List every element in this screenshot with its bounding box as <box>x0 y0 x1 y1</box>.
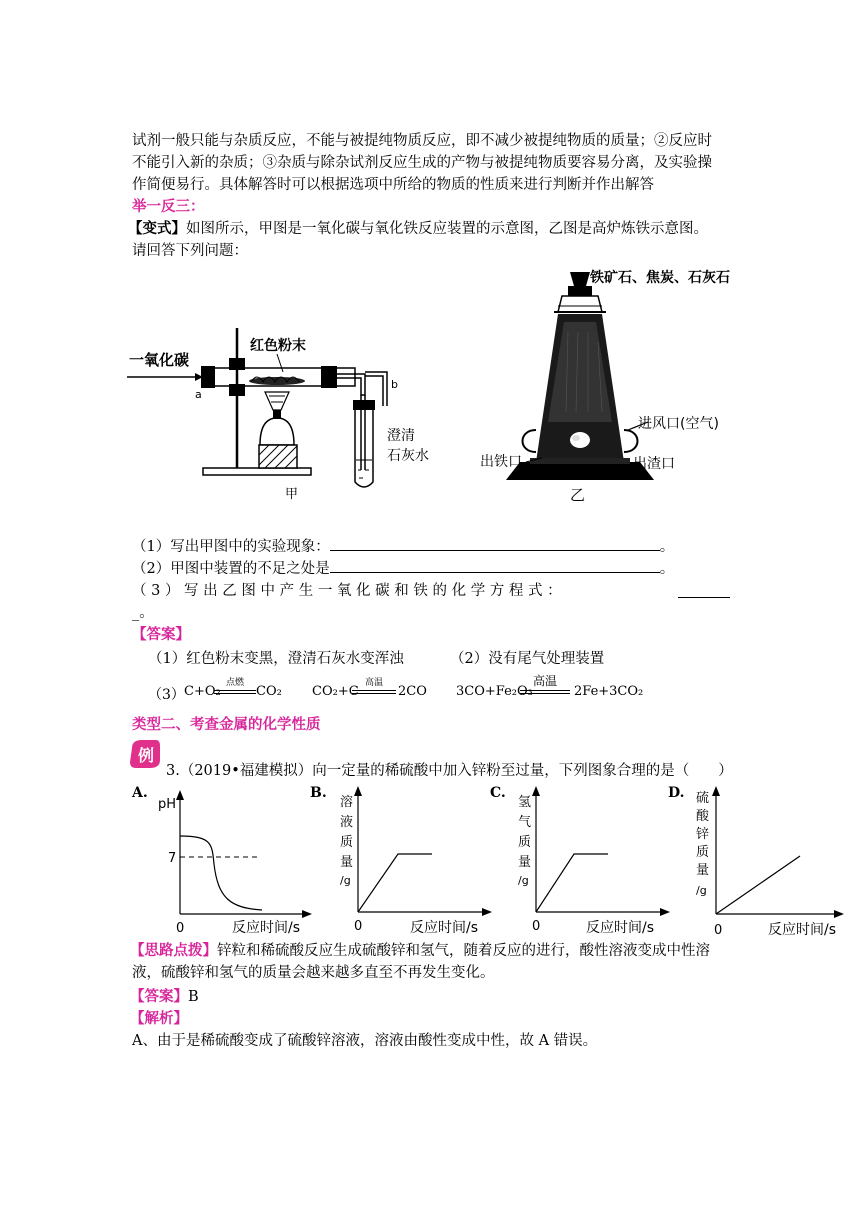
figure-jia-apparatus <box>125 300 465 510</box>
graph-b-ylabel-2: 质 <box>340 835 354 850</box>
graph-c[interactable] <box>514 784 684 938</box>
hint-tag: 【思路点拨】 <box>130 943 217 959</box>
question-2 <box>132 558 752 580</box>
graph-c-origin: 0 <box>532 919 541 934</box>
label-co: 一氧化碳 <box>129 351 190 369</box>
label-slag-outlet: 出渣口 <box>633 456 675 472</box>
question-3-end: _。 <box>132 605 154 621</box>
graph-a-xlabel: 反应时间/s <box>232 920 301 936</box>
graph-a-tick-7: 7 <box>168 851 177 866</box>
graph-b[interactable] <box>336 784 506 938</box>
example-badge-text: 例 <box>138 746 155 765</box>
answer-3-prefix: （3） <box>148 687 185 703</box>
variant-line-2: 请回答下列问题： <box>132 243 248 259</box>
graph-c-ylabel-1: 气 <box>518 815 532 830</box>
example-badge <box>128 738 162 772</box>
question-1-text: （1）写出甲图中的实验现象： <box>132 539 330 555</box>
hint-line-1 <box>130 940 750 962</box>
graph-d-ylabel-4: 量 <box>696 863 710 878</box>
answer2-line <box>130 986 730 1008</box>
analysis-tag: 【解析】 <box>130 1011 188 1027</box>
eq1-right: CO₂ <box>256 684 282 699</box>
question-1-blank[interactable] <box>330 536 660 551</box>
answer2-value: B <box>188 989 199 1005</box>
eq2-right: 2CO <box>398 684 427 699</box>
question-1-end: 。 <box>659 539 675 555</box>
intro-line-3: 作简便易行。具体解答时可以根据选项中所给的物质的性质来进行判断并作出解答 <box>132 177 654 193</box>
graph-b-xlabel: 反应时间/s <box>410 920 479 936</box>
eq2-left: CO₂+C <box>312 684 359 699</box>
question-3: （ 3 ） 写 出 乙 图 中 产 生 一 氧 化 碳 和 铁 的 化 学 方 程 式 ： <box>132 583 562 599</box>
graph-c-ylabel-0: 氢 <box>518 795 532 810</box>
intro-line-1: 试剂一般只能与杂质反应，不能与被提纯物质反应，即不减少被提纯物质的质量；②反应时 <box>132 133 712 149</box>
question-2-text: （2）甲图中装置的不足之处是 <box>132 561 330 577</box>
graph-b-ylabel-3: 量 <box>340 855 354 870</box>
answer-tag: 【答案】 <box>132 627 190 643</box>
label-air-inlet: 进风口(空气) <box>638 416 719 432</box>
question-3-blank[interactable] <box>678 583 730 598</box>
label-furnace-top: 铁矿石、焦炭、石灰石 <box>590 270 730 286</box>
answer-1: （1）红色粉末变黑，澄清石灰水变浑浊 <box>148 651 404 667</box>
graph-d-origin: 0 <box>714 923 723 938</box>
eq3-left: 3CO+Fe₂O₃ <box>456 684 533 699</box>
eq2-condition: 高温 <box>364 678 383 688</box>
graph-d-ylabel-0: 硫 <box>696 791 710 806</box>
graph-a[interactable] <box>150 786 320 938</box>
option-a-label[interactable]: A. <box>132 785 148 801</box>
analysis-line: A、由于是稀硫酸变成了硫酸锌溶液，溶液由酸性变成中性，故 A 错误。 <box>132 1033 598 1049</box>
practice-heading: 举一反三： <box>132 199 205 215</box>
graph-d-ylabel-2: 锌 <box>696 827 710 842</box>
hint-line-2: 液，硫酸锌和氢气的质量会越来越多直至不再发生变化。 <box>132 965 495 981</box>
graph-c-xlabel: 反应时间/s <box>586 920 655 936</box>
hint-text-1: 锌粒和稀硫酸反应生成硫酸锌和氢气，随着反应的进行，酸性溶液变成中性溶 <box>217 943 710 959</box>
graph-d[interactable] <box>692 782 852 942</box>
option-c-label[interactable]: C. <box>490 785 506 801</box>
caption-jia: 甲 <box>285 487 299 502</box>
eq1-condition: 点燃 <box>225 678 244 688</box>
question-2-end: 。 <box>659 561 675 577</box>
question-3-stem: 3.（2019•福建模拟）向一定量的稀硫酸中加入锌粉至过量，下列图象合理的是（ ） <box>166 763 733 779</box>
graph-d-xlabel: 反应时间/s <box>768 922 837 938</box>
figure-yi-blast-furnace <box>478 262 758 512</box>
label-a: a <box>195 388 202 401</box>
eq1-left: C+O₂ <box>184 684 221 699</box>
graph-c-ylabel-2: 质 <box>518 835 532 850</box>
type-heading: 类型二、考查金属的化学性质 <box>132 717 321 733</box>
label-iron-outlet: 出铁口 <box>480 454 522 470</box>
eq1-arrow <box>214 690 256 694</box>
answer2-tag: 【答案】 <box>130 989 188 1005</box>
eq3-arrow <box>520 690 570 694</box>
graph-c-ylabel-4: /g <box>518 874 529 887</box>
answer-2: （2）没有尾气处理装置 <box>450 651 605 667</box>
graph-a-ylabel: pH <box>158 797 177 812</box>
graph-a-origin: 0 <box>176 921 185 936</box>
graph-b-ylabel-0: 溶 <box>340 795 354 810</box>
graph-b-ylabel-1: 液 <box>340 815 354 830</box>
intro-line-2: 不能引入新的杂质；③杂质与除杂试剂反应生成的产物与被提纯物质要容易分离，及实验操 <box>132 155 712 171</box>
caption-yi: 乙 <box>570 486 586 504</box>
variant-text: 如图所示，甲图是一氧化碳与氧化铁反应装置的示意图，乙图是高炉炼铁示意图。 <box>186 221 708 237</box>
eq2-arrow <box>352 690 396 694</box>
label-red-powder: 红色粉末 <box>250 338 306 354</box>
option-d-label[interactable]: D. <box>668 785 685 801</box>
graph-b-origin: 0 <box>354 919 363 934</box>
eq3-right: 2Fe+3CO₂ <box>574 684 644 699</box>
variant-line-1 <box>128 218 748 240</box>
graph-d-ylabel-1: 酸 <box>696 809 710 824</box>
graph-c-ylabel-3: 量 <box>518 855 532 870</box>
label-lime-2: 石灰水 <box>387 448 429 464</box>
graph-d-ylabel-3: 质 <box>696 845 710 860</box>
graph-d-ylabel-5: /g <box>696 884 707 897</box>
question-1 <box>132 536 752 558</box>
question-2-blank[interactable] <box>330 558 660 573</box>
eq3-condition: 高温 <box>532 674 557 688</box>
graph-b-ylabel-4: /g <box>340 874 351 887</box>
label-b: b <box>391 378 398 391</box>
option-b-label[interactable]: B. <box>310 785 327 801</box>
variant-tag: 【变式】 <box>128 220 186 237</box>
label-lime-1: 澄清 <box>387 428 415 444</box>
